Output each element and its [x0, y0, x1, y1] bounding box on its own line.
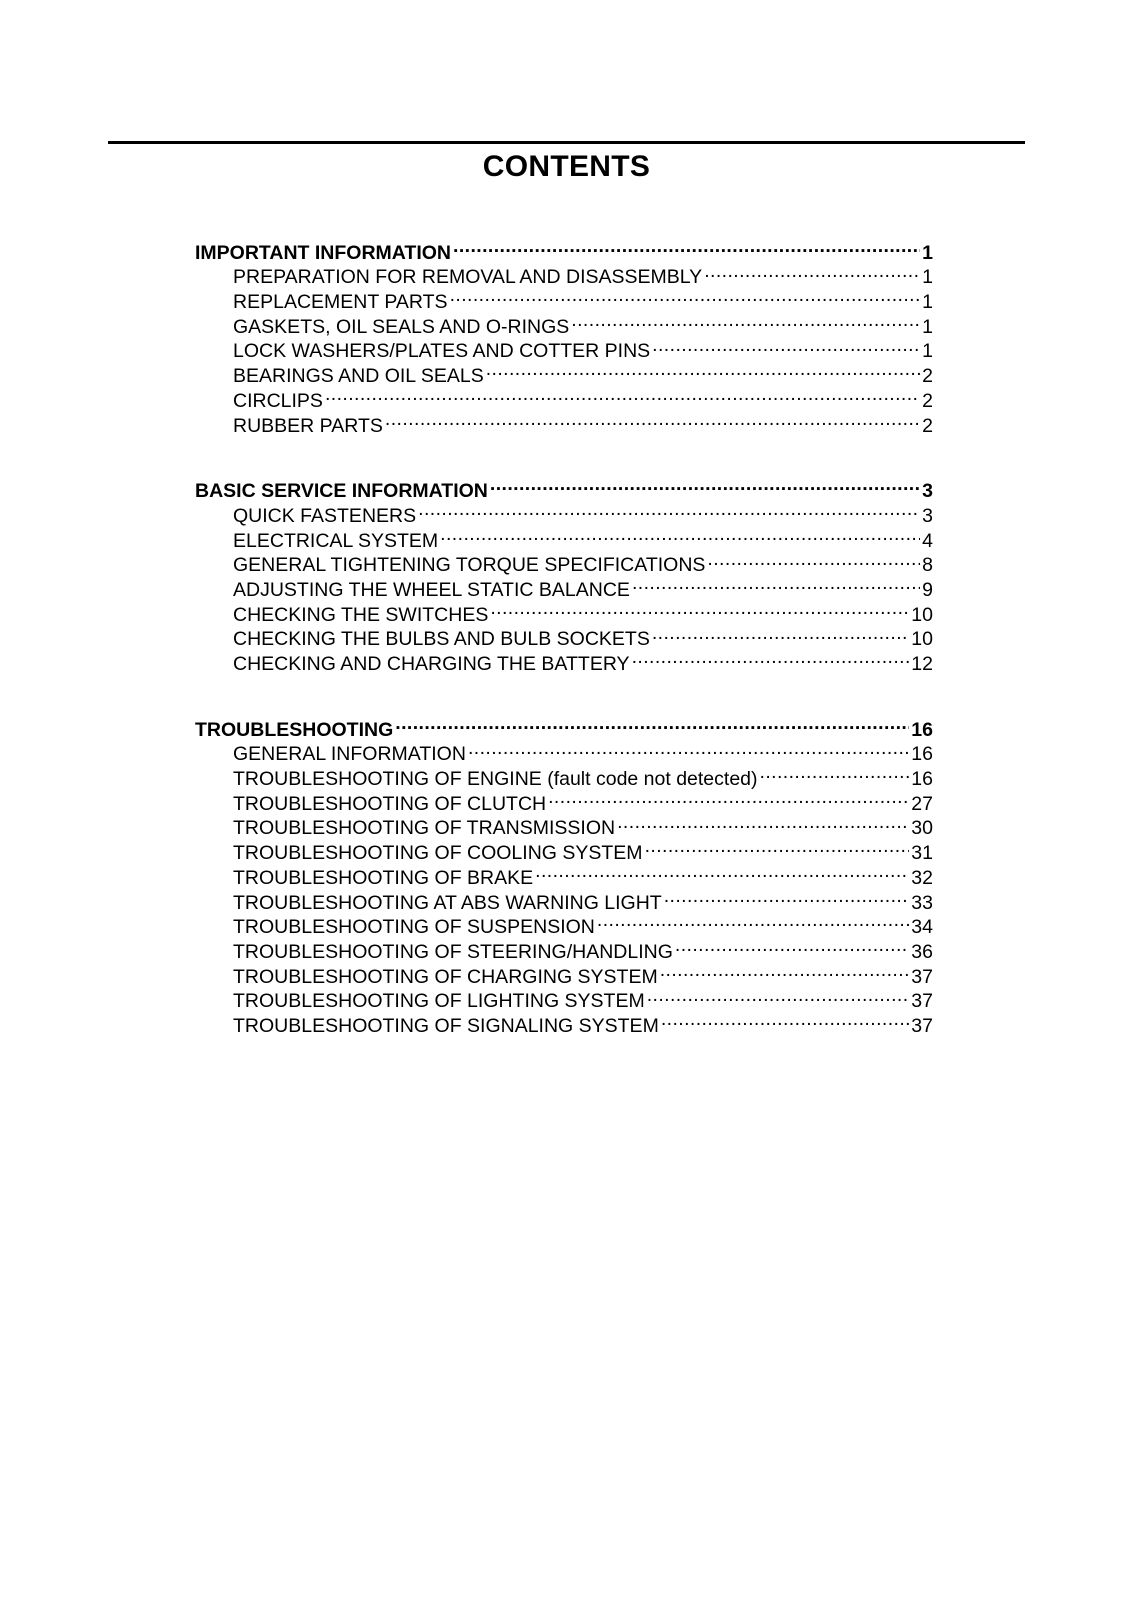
toc-entry-page: 32: [911, 866, 933, 889]
toc-entry-page: 2: [922, 414, 933, 437]
toc-entry-label: GENERAL TIGHTENING TORQUE SPECIFICATIONS: [233, 554, 706, 577]
toc-heading-page: 3: [922, 480, 933, 503]
toc-entry-label: TROUBLESHOOTING OF CLUTCH: [233, 792, 547, 815]
toc-entry-label: CIRCLIPS: [233, 389, 323, 412]
dot-leader: [661, 1007, 909, 1032]
toc-entry-label: BEARINGS AND OIL SEALS: [233, 365, 484, 388]
dot-leader: [647, 983, 910, 1008]
toc-entry-page: 1: [922, 315, 933, 338]
dot-leader: [571, 308, 920, 333]
toc-entry-label: TROUBLESHOOTING OF ENGINE (fault code not detected): [233, 768, 758, 791]
dot-leader: [632, 645, 910, 670]
toc-entry-label: TROUBLESHOOTING OF TRANSMISSION: [233, 817, 616, 840]
toc-entry-page: 30: [911, 817, 933, 840]
toc-entry-label: TROUBLESHOOTING OF CHARGING SYSTEM: [233, 965, 658, 988]
dot-leader: [632, 571, 920, 596]
toc-entry-label: CHECKING THE BULBS AND BULB SOCKETS: [233, 628, 650, 651]
toc-entry-label: GASKETS, OIL SEALS AND O-RINGS: [233, 315, 570, 338]
toc-entry-label: TROUBLESHOOTING AT ABS WARNING LIGHT: [233, 891, 662, 914]
toc-entry-label: TROUBLESHOOTING OF BRAKE: [233, 866, 534, 889]
toc-entry-page: 1: [922, 266, 933, 289]
toc-section-troubleshooting: [195, 711, 933, 1037]
toc-entry-label: TROUBLESHOOTING OF LIGHTING SYSTEM: [233, 990, 645, 1013]
dot-leader: [490, 596, 909, 621]
toc-entry-page: 1: [922, 340, 933, 363]
dot-leader: [453, 234, 920, 259]
toc-entry-page: 12: [911, 653, 933, 675]
toc-section-important-information: [195, 234, 933, 437]
toc-entry-page: 33: [911, 891, 933, 914]
toc-entry-page: 2: [922, 389, 933, 412]
dot-leader: [760, 760, 910, 785]
toc-entry-label: TROUBLESHOOTING OF SUSPENSION: [233, 916, 595, 939]
toc-entry-page: 4: [922, 529, 933, 552]
toc-entry-page: 9: [922, 578, 933, 601]
toc-entry-label: QUICK FASTENERS: [233, 504, 417, 527]
toc-entry-page: 36: [911, 940, 933, 963]
dot-leader: [535, 859, 909, 884]
toc-entry-page: 37: [911, 1014, 933, 1037]
table-of-contents: [195, 234, 933, 1073]
dot-leader: [418, 497, 920, 522]
dot-leader: [660, 958, 910, 983]
toc-entry-label: TROUBLESHOOTING OF SIGNALING SYSTEM: [233, 1014, 659, 1037]
dot-leader: [652, 621, 909, 646]
toc-entry-page: 16: [911, 743, 933, 766]
toc-entry-label: CHECKING AND CHARGING THE BATTERY: [233, 653, 630, 675]
dot-leader: [704, 259, 920, 284]
toc-entry-label: RUBBER PARTS: [233, 414, 383, 437]
toc-heading-label: BASIC SERVICE INFORMATION: [195, 480, 488, 503]
toc-entry-label: GENERAL INFORMATION: [233, 743, 466, 766]
dot-leader: [617, 810, 909, 835]
toc-heading-label: TROUBLESHOOTING: [195, 718, 394, 741]
toc-entry-label: ELECTRICAL SYSTEM: [233, 529, 439, 552]
dot-leader: [468, 736, 909, 761]
top-divider-rule: [108, 141, 1025, 144]
toc-entry-label: ADJUSTING THE WHEEL STATIC BALANCE: [233, 578, 630, 601]
dot-leader: [385, 407, 920, 432]
dot-leader: [325, 382, 920, 407]
toc-entry-page: 3: [922, 504, 933, 527]
toc-entry-label: LOCK WASHERS/PLATES AND COTTER PINS: [233, 340, 651, 363]
page-title: CONTENTS: [482, 150, 651, 183]
toc-entry-label: TROUBLESHOOTING OF COOLING SYSTEM: [233, 842, 643, 865]
toc-heading-page: 16: [911, 718, 933, 741]
toc-entry-page: 10: [911, 628, 933, 651]
toc-entry-label: REPLACEMENT PARTS: [233, 291, 448, 314]
toc-heading-page: 1: [922, 241, 933, 264]
dot-leader: [652, 333, 920, 358]
toc-entry-page: 37: [911, 965, 933, 988]
toc-entry-page: 37: [911, 990, 933, 1013]
toc-section-basic-service-information: [195, 473, 933, 675]
dot-leader: [645, 834, 910, 859]
toc-entry-page: 16: [911, 768, 933, 791]
dot-leader: [490, 473, 920, 498]
toc-heading[interactable]: [195, 711, 933, 741]
toc-entry-label: CHECKING THE SWITCHES: [233, 603, 489, 626]
toc-entry-page: 2: [922, 365, 933, 388]
dot-leader: [440, 522, 920, 547]
toc-entry-page: 1: [922, 291, 933, 314]
toc-entry-page: 27: [911, 792, 933, 815]
dot-leader: [450, 283, 921, 308]
toc-heading[interactable]: [195, 234, 933, 264]
toc-entry-page: 34: [911, 916, 933, 939]
dot-leader: [548, 785, 909, 810]
toc-entry-label: PREPARATION FOR REMOVAL AND DISASSEMBLY: [233, 266, 703, 289]
dot-leader: [707, 547, 920, 572]
toc-entry-page: 10: [911, 603, 933, 626]
dot-leader: [675, 933, 909, 958]
toc-heading-label: IMPORTANT INFORMATION: [195, 241, 451, 264]
dot-leader: [597, 909, 909, 934]
dot-leader: [395, 711, 909, 736]
dot-leader: [664, 884, 910, 909]
toc-entry-label: TROUBLESHOOTING OF STEERING/HANDLING: [233, 940, 673, 963]
toc-entry-page: 31: [911, 842, 933, 865]
toc-heading[interactable]: [195, 473, 933, 503]
dot-leader: [486, 357, 920, 382]
toc-entry-page: 8: [922, 554, 933, 577]
